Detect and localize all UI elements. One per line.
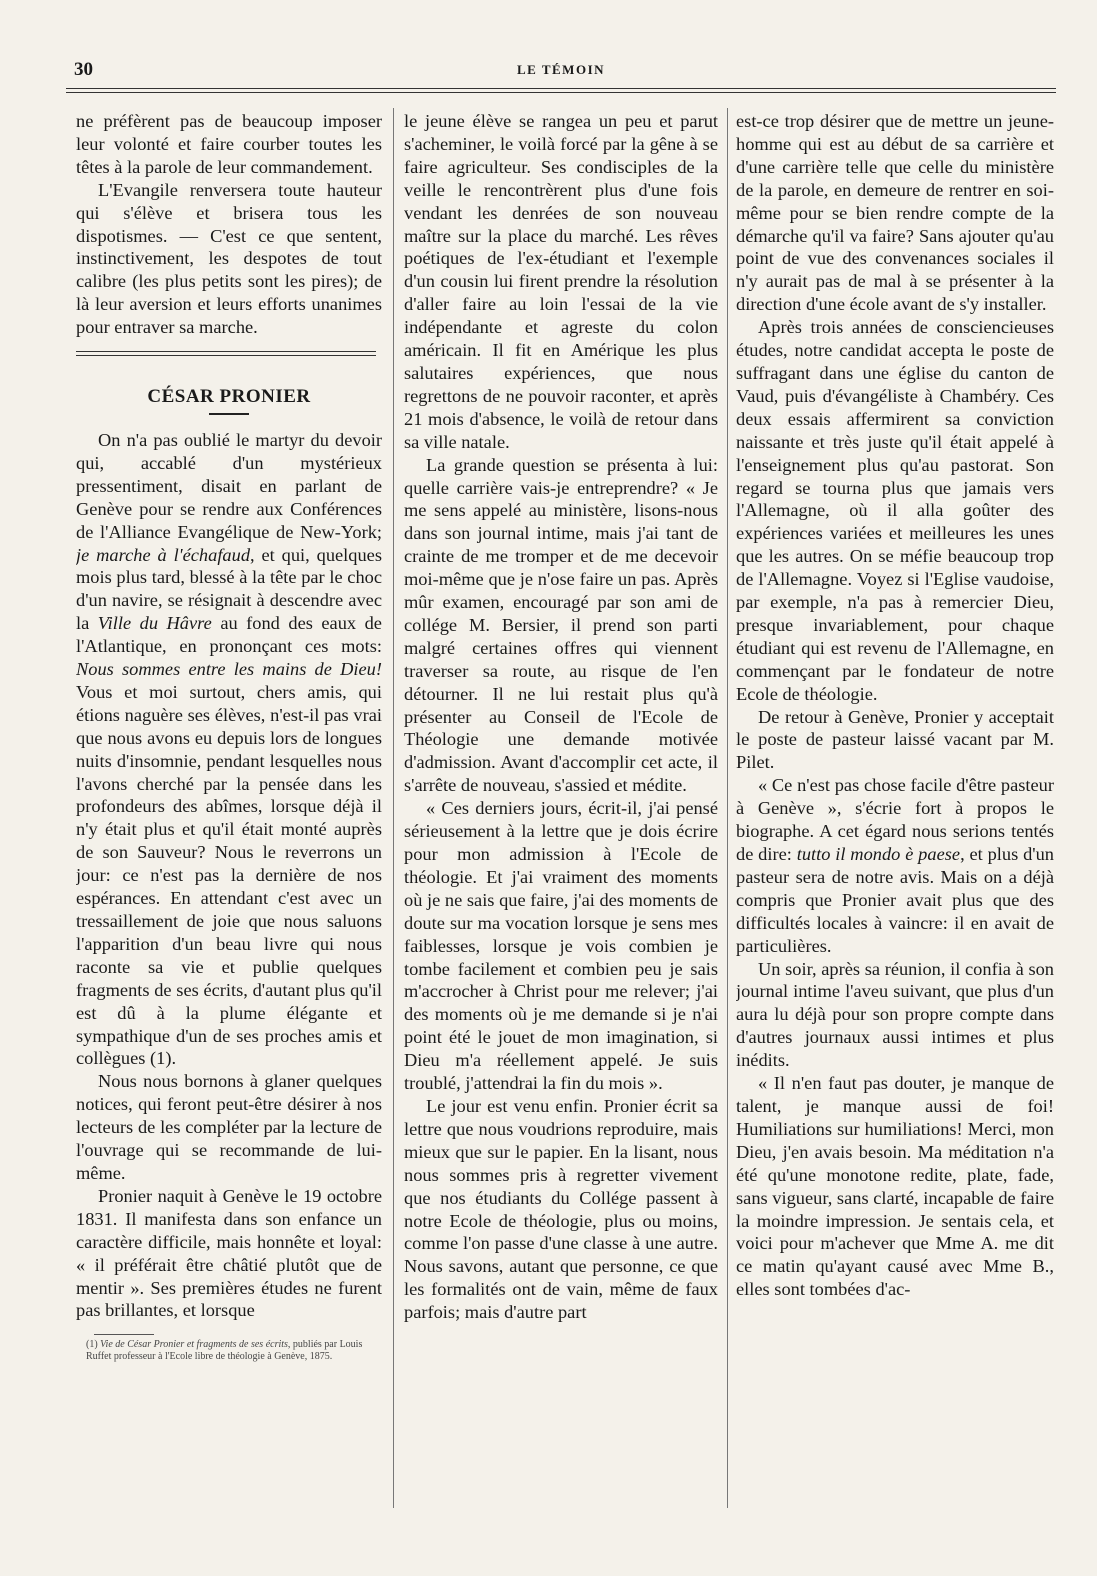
column-divider-2	[727, 108, 728, 1508]
column-divider-1	[393, 108, 394, 1508]
title-dash	[209, 413, 249, 415]
paragraph-retour: De retour à Genève, Pronier y acceptait le poste de pasteur laissé vacant par M. Pilet.	[736, 706, 1054, 773]
column-3	[736, 110, 1054, 1550]
running-title: LE TÉMOIN	[516, 62, 606, 77]
column-1	[76, 110, 382, 1550]
footnote-rule	[94, 1334, 154, 1335]
section-separator	[76, 351, 376, 356]
section-title: CÉSAR PRONIER	[147, 386, 311, 408]
paragraph-martyr: On n'a pas oublié le martyr du devoir qui, accablé d'un mystérieux pressentiment, disait en parlant de Genève pour se rendre aux Conférences de l'Alliance Evangélique de New-York; je marche à l'échafaud, et qui, quelques mois plus tard, blessé à la tête par le choc d'un navire, se résignait à descendre avec la Ville du Hâvre au fond des eaux de l'Atlantique, en prononçant ces mots: Nous sommes entre les mains de Dieu! Vous et moi surtout, chers amis, qui étions naguère ses élèves, n'est-il pas vrai que nous avons eu depuis lors de longues nuits d'insomnie, pendant lesquelles nous l'avons cherché par la pensée dans les profondeurs des abîmes, lorsque déjà il n'y était plus et qu'il était monté auprès de son Sauveur? Nous le reverrons un jour: ce n'est pas la dernière de nos espérances. En attendant c'est avec un tressaillement de joie que nous saluons l'apparition d'un beau livre qui nous raconte sa vie et publie quelques fragments de ses écrits, d'autant plus qu'il est dû à la plume élégante et sympathique d'un de ses proches amis et collègues (1).	[76, 429, 382, 1069]
paragraph-etudes: Après trois années de consciencieuses études, notre candidat accepta le poste de suffragant dans une église du canton de Vaud, puis d'évangéliste à Chambéry. Ces deux essais affermirent sa conviction naissante et très juste qu'il était appelé à l'enseignement plus qu'au pastorat. Son regard se tourna plus que jamais vers l'Allemagne, où il alla goûter des expériences variées et meilleures les unes que les autres. On se méfie beaucoup trop de l'Allemagne. Voyez si l'Eglise vaudoise, par exemple, n'a pas à remercier Dieu, presque invariablement, pour chaque étudiant qui est revenu de l'Allemagne, en commençant par le fondateur de notre Ecole de théologie.	[736, 317, 1054, 704]
paragraph-pasteur: « Ce n'est pas chose facile d'être pasteur à Genève », s'écrie fort à propos le biographe. A cet égard nous serions tentés de dire: tutto il mondo è paese, et plus d'un pasteur sera de notre avis. Mais on a déjà compris que Pronier avait plus que des difficultés locales à vaincre: il en avait de particulières.	[736, 775, 1054, 956]
footnote: (1) Vie de César Pronier et fragments de ses écrits, publiés par Louis Ruffet professeur à l'Ecole libre de théologie à Genève, 1875.	[86, 1339, 363, 1362]
column-2	[404, 110, 718, 1550]
header-rule	[66, 88, 1056, 93]
paragraph-jeune-homme: est-ce trop désirer que de mettre un jeune-homme qui est au début de sa carrière et d'une carrière telle que celle du ministère de la parole, en demeure de rentrer en soi-même pour se bien rendre compte de la démarche qu'il va faire? Sans ajouter qu'au point de vue des convenances sociales il n'y aurait pas de mal à se présenter à la direction d'une école avant de s'y installer.	[736, 111, 1054, 315]
paragraph-journal: « Ces derniers jours, écrit-il, j'ai pensé sérieusement à la lettre que je dois écrire pour mon admission à l'Ecole de théologie. Et j'ai vraiment des moments où je ne sais que faire, j'ai des moments de doute sur ma vocation lorsque je sens mes faiblesses, lorsque je vois combien je tombe facilement et combien peu je sais m'accrocher à Christ pour me relever; j'ai des moments où je me demande si je n'ai point été le jouet de mon imagination, si Dieu m'a réellement appelé. Je suis troublé, j'attendrai la fin du mois ».	[404, 798, 718, 1094]
page-header	[66, 55, 1056, 85]
paragraph-agriculteur: le jeune élève se rangea un peu et parut s'acheminer, le voilà forcé par la gêne à se faire agriculteur. Ses condisciples de la veille le rencontrèrent plus d'une fois vendant les denrées de son nouveau maître sur la place du marché. Les rêves poétiques de l'ex-étudiant et l'exemple d'un cousin lui firent prendre la résolution d'aller faire au loin l'essai de la vie indépendante et agreste du colon américain. Il fit en Amérique les plus salutaires expériences, que nous regrettons de ne pouvoir raconter, et après 21 mois d'absence, le voilà de retour dans sa ville natale.	[404, 111, 718, 452]
paragraph-continued: ne préfèrent pas de beaucoup imposer leur volonté et faire courber toutes les têtes à la parole de leur commandement.	[76, 111, 382, 177]
paragraph-evangile: L'Evangile renversera toute hauteur qui s'élève et brisera tous les dispotismes. — C'est ce que sentent, instinctivement, les despotes de tout calibre (les plus petits sont les pires); de là leur aversion et leurs efforts unanimes pour entraver sa marche.	[76, 179, 382, 338]
paragraph-lettre: Le jour est venu enfin. Pronier écrit sa lettre que nous voudrions reproduire, mais mieux que sur le papier. En la lisant, nous nous sommes pris à regretter vivement que nos étudiants du Collége passent à notre Ecole de théologie, plus ou moins, comme l'on passe d'une classe à une autre. Nous savons, autant que personne, ce que les formalités ont de vain, même de faux parfois; mais d'autre part	[404, 1095, 718, 1323]
paragraph-soir: Un soir, après sa réunion, il confia à son journal intime l'aveu suivant, que plus d'un aura lu déjà pour son propre compte dans d'autres journaux aussi intimes et plus inédits.	[736, 958, 1054, 1071]
page-number: 30	[74, 59, 93, 80]
paragraph-humiliations: « Il n'en faut pas douter, je manque de talent, je manque aussi de foi! Humiliations sur humiliations! Merci, mon Dieu, j'en avais besoin. Ma méditation n'a été qu'une monotone redite, plate, fade, sans vigueur, sans clarté, incapable de faire la moindre impression. Je sentais cela, et voici pour m'achever que Mme A. me dit ce matin qu'ayant causé avec Mme B., elles sont tombées d'ac-	[736, 1073, 1054, 1300]
paragraph-question: La grande question se présenta à lui: quelle carrière vais-je entreprendre? « Je me sens appelé au ministère, lisons-nous dans son journal intime, mais j'ai tant de crainte de me tromper et de me decevoir moi-même que je n'ose faire un pas. Après mûr examen, encouragé par son ami de collége M. Bersier, il prend son parti malgré certaines offres qui viennent traverser sa route, au risque de l'en détourner. Il ne lui restait plus qu'à présenter au Conseil de l'Ecole de Théologie une demande motivée d'admission. Avant d'accomplir cet acte, il s'arrête de nouveau, s'assied et médite.	[404, 454, 718, 796]
paragraph-notices: Nous nous bornons à glaner quelques notices, qui feront peut-être désirer à nos lecteurs de les compléter par la lecture de l'ouvrage qui se recommande de lui-même.	[76, 1071, 382, 1183]
paragraph-birth: Pronier naquit à Genève le 19 octobre 1831. Il manifesta dans son enfance un caractère difficile, mais honnête et loyal: « il préférait être châtié plutôt que de mentir ». Ses premières études ne furent pas brillantes, et lorsque	[76, 1185, 382, 1321]
